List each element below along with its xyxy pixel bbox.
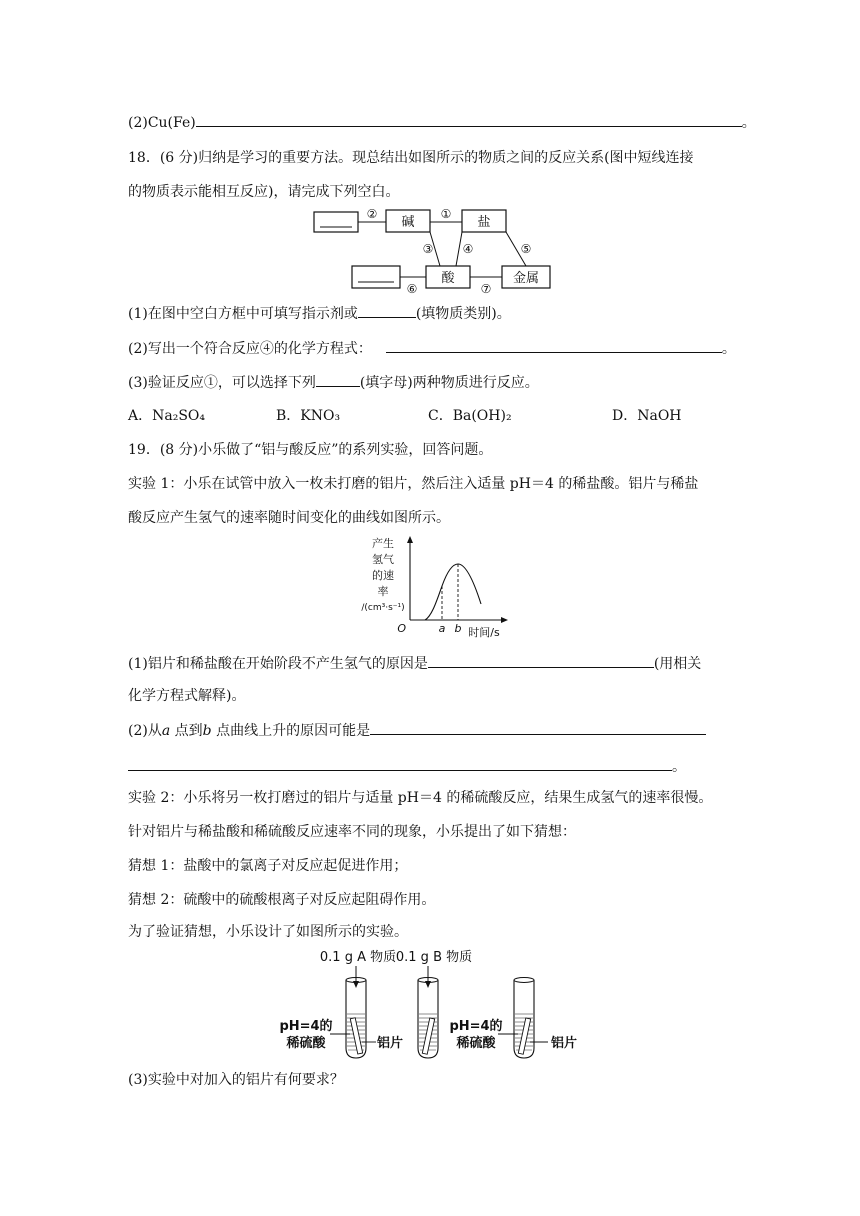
q18-part2-text: (2)写出一个符合反应④的化学方程式： — [128, 341, 372, 357]
q17-part2 — [128, 112, 756, 133]
point-a: a — [161, 723, 171, 739]
blank-box-bottom[interactable] — [352, 266, 400, 288]
answer-blank[interactable] — [386, 338, 722, 353]
option-c[interactable]: C．Ba(OH)₂ — [428, 408, 512, 424]
rate-time-graph — [0, 534, 860, 644]
num-4: ④ — [462, 242, 474, 256]
substance-b-label: 0.1 g B 物质 — [395, 950, 473, 965]
num-5: ⑤ — [520, 242, 532, 256]
al-label-2: 铝片 — [550, 1036, 578, 1051]
graph-ylabel-1: 产生 — [372, 537, 394, 550]
option-b[interactable]: B．KNO₃ — [276, 408, 341, 424]
acid-label: 酸 — [441, 271, 455, 286]
acid-label-2-line2: 稀硫酸 — [456, 1036, 496, 1051]
q19-part2-text: (2)从 — [128, 723, 162, 739]
test-tube-3 — [514, 978, 534, 1059]
period: 。 — [672, 759, 686, 775]
point-b: b — [202, 723, 212, 739]
blank-box-top[interactable] — [314, 212, 358, 232]
q18-part2 — [128, 338, 736, 359]
graph-ylabel-2: 氢气 — [372, 553, 394, 566]
q19-part2-text-2: 点曲线上升的原因可能是 — [211, 723, 371, 739]
num-1: ① — [440, 207, 452, 221]
metal-label: 金属 — [512, 271, 540, 286]
q18-part1 — [128, 303, 511, 324]
rate-curve — [425, 564, 481, 620]
answer-blank[interactable] — [358, 303, 416, 318]
q19-part1 — [128, 653, 701, 674]
period: 。 — [741, 115, 756, 131]
acid-label-2-line1: pH=4的 — [449, 1019, 503, 1034]
tick-b: b — [454, 622, 462, 635]
tick-a: a — [438, 622, 446, 635]
graph-ylabel-5: /(cm³·s⁻¹) — [361, 603, 405, 613]
q18-part3-text: (3)验证反应①，可以选择下列 — [128, 375, 316, 391]
acid-label-1-line1: pH=4的 — [279, 1019, 333, 1034]
q18-part3 — [128, 372, 539, 393]
test-tube-1 — [346, 978, 366, 1059]
test-tube-2 — [418, 978, 438, 1059]
x-axis-arrow — [501, 617, 508, 623]
q19-part3: (3)实验中对加入的铝片有何要求？ — [128, 1072, 344, 1088]
salt-label: 盐 — [477, 215, 491, 230]
q19-exp2-a: 实验 2：小乐将另一枚打磨过的铝片与适量 pH＝4 的稀硫酸反应，结果生成氢气的速率很慢。 — [128, 790, 713, 806]
period: 。 — [721, 341, 736, 357]
option-a[interactable]: A．Na₂SO₄ — [128, 408, 205, 424]
answer-blank[interactable] — [428, 653, 654, 668]
graph-ylabel-3: 的速 — [372, 569, 394, 582]
origin-label: O — [397, 622, 406, 635]
q19-part1-cont: 化学方程式解释)。 — [128, 688, 246, 704]
num-7: ⑦ — [480, 282, 492, 295]
num-3: ③ — [422, 242, 434, 256]
q18-part1-text: (1)在图中空白方框中可填写指示剂或 — [128, 306, 358, 322]
q17-part2-prefix: (2)Cu(Fe) — [128, 115, 196, 131]
option-d[interactable]: D．NaOH — [612, 408, 682, 424]
base-label: 碱 — [401, 215, 415, 230]
q19-exp1-b: 酸反应产生氢气的速率随时间变化的曲线如图所示。 — [128, 510, 450, 526]
q19-part1-suffix: (用相关 — [653, 656, 702, 672]
substance-a-label: 0.1 g A 物质 — [319, 950, 397, 965]
q19-exp1-a: 实验 1：小乐在试管中放入一枚未打磨的铝片，然后注入适量 pH＝4 的稀盐酸。铝片与稀盐 — [128, 476, 699, 492]
q19-exp2-b: 针对铝片与稀盐酸和稀硫酸反应速率不同的现象，小乐提出了如下猜想： — [128, 824, 576, 840]
answer-blank[interactable] — [196, 112, 742, 127]
q19-guess2: 猜想 2：硫酸中的硫酸根离子对反应起阻碍作用。 — [128, 892, 436, 908]
q19-title: 19．(8 分)小乐做了“铝与酸反应”的系列实验，回答问题。 — [128, 442, 493, 458]
y-axis-arrow — [407, 536, 413, 543]
q19-part1-text: (1)铝片和稀盐酸在开始阶段不产生氢气的原因是 — [128, 656, 428, 672]
answer-blank[interactable] — [316, 372, 360, 387]
q18-title-cont: 的物质表示能相互反应)，请完成下列空白。 — [128, 184, 400, 200]
reaction-diagram — [0, 205, 860, 295]
graph-ylabel-4: 率 — [377, 585, 389, 598]
q19-part2-mid: 点到 — [170, 723, 203, 739]
al-label-1: 铝片 — [376, 1036, 404, 1051]
acid-label-1-line2: 稀硫酸 — [286, 1036, 326, 1051]
test-tube-apparatus — [0, 944, 860, 1064]
q19-verify: 为了验证猜想，小乐设计了如图所示的实验。 — [128, 924, 408, 940]
num-2: ② — [366, 207, 378, 221]
q18-title: 18．(6 分)归纳是学习的重要方法。现总结出如图所示的物质之间的反应关系(图中短线连接 — [128, 150, 694, 166]
q19-part2 — [128, 720, 706, 741]
answer-blank[interactable] — [128, 756, 672, 771]
x-axis-label: 时间/s — [468, 626, 500, 639]
link-4 — [456, 232, 462, 266]
q18-part1-suffix: (填物质类别)。 — [415, 306, 511, 322]
q19-guess1: 猜想 1：盐酸中的氯离子对反应起促进作用； — [128, 858, 408, 874]
answer-blank[interactable] — [370, 720, 706, 735]
q18-part3-suffix: (填字母)两种物质进行反应。 — [359, 375, 539, 391]
num-6: ⑥ — [406, 282, 418, 295]
q19-part2-cont — [128, 756, 686, 777]
